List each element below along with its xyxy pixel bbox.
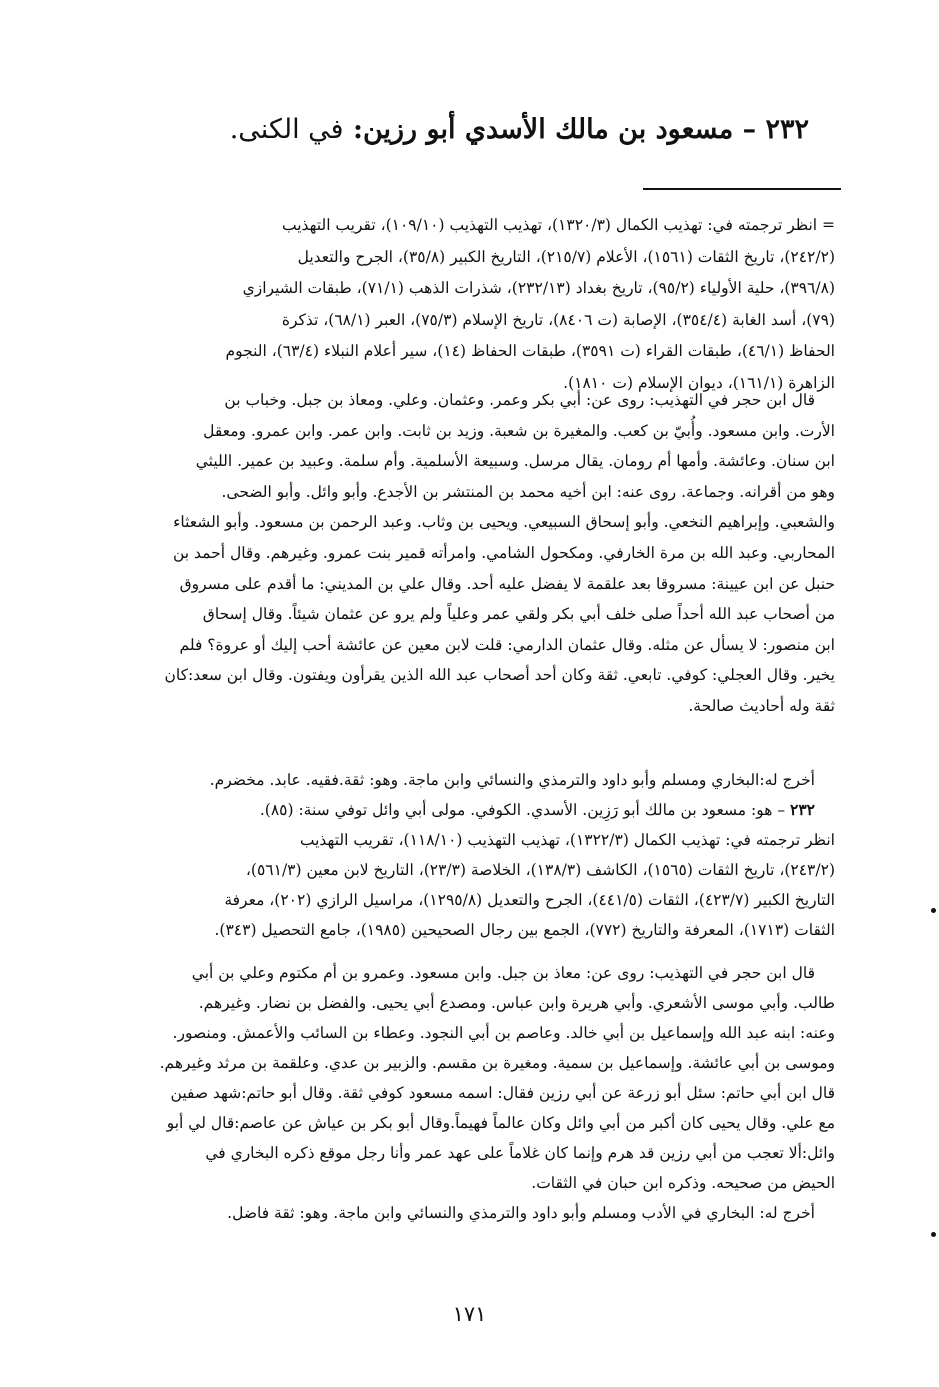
entry-number: ٢٣٢	[790, 800, 815, 819]
entry-source-line: الثقات (١٧١٣)، المعرفة والتاريخ (٧٧٢)، الجمع بين رجال الصحيحين (١٩٨٥)، جامع التحصيل (٣٤٣).	[214, 921, 835, 939]
quote-line: من أصحاب عبد الله أحداً صلى خلف أبي بكر ولقي عمر وعلياً ولم يرو عن عثمان شيئاً. وقال إسحاق	[202, 605, 835, 624]
entry-source-line: التاريخ الكبير (٤٢٣/٧)، الثقات (٤٤١/٥)، الجرح والتعديل (١٢٩٥/٨)، مراسيل الرازي (٢٠٢)، معرفة	[224, 891, 835, 909]
entry-heading	[129, 108, 809, 152]
footnote-line: الزاهرة (١٦١/١)، ديوان الإسلام (ت ١٨١٠).	[563, 373, 835, 392]
quote-line: يخير. وقال العجلي: كوفي. تابعي. ثقة وكان أحد أصحاب عبد الله الذين يقرأون ويفتون. وقال ابن سعد:كان	[164, 666, 835, 685]
scan-speck	[931, 1232, 936, 1237]
entry-text: – هو: مسعود بن مالك أبو رَزِين. الأسدي. الكوفي. مولى أبي وائل توفي سنة: (٨٥).	[259, 801, 791, 819]
quote-line: وائل:ألا تعجب من أبي رزين قد هرم وإنما كان غلاماً على عهد عمر وأنا رجل موقع ذكره البخاري في	[205, 1144, 835, 1162]
quote-line: ابن سنان. وعائشة. وأمها أم رومان. يقال مرسل. وسبيعة الأسلمية. وأم سلمة. وعبيد بن عمير. الليثي	[195, 452, 835, 471]
entry-line	[107, 795, 835, 825]
quote-line: طالب. وأبي موسى الأشعري. وأبي هريرة وابن عباس. ومصدع أبي يحيى. والفضل بن نضار. وغيرهم.	[198, 994, 835, 1012]
heading-tail: في الكنى.	[229, 114, 344, 145]
quote-line: الحيض من صحيحه. وذكره ابن حبان في الثقات.	[531, 1174, 835, 1192]
heading-main: ٢٣٢ – مسعود بن مالك الأسدي أبو رزين:	[352, 114, 809, 145]
footnote-line: (٣٩٦/٨)، حلية الأولياء (٩٥/٢)، تاريخ بغداد (٢٣٢/١٣)، شذرات الذهب (٧١/١)، طبقات الشيرازي	[242, 279, 835, 297]
quote-line: المحاربي. وعبد الله بن مرة الخارفي. ومكحول الشامي. وامرأته قمير بنت عمرو. وغيرهم. وقال أحمد بن	[173, 543, 835, 562]
footnote-quote	[107, 385, 835, 722]
footnote-separator	[643, 188, 841, 190]
quote-line: قال ابن حجر في التهذيب: روى عن: معاذ بن جبل. وابن مسعود. وعمرو بن أم مكتوم وعلي بن أبي	[191, 964, 815, 982]
entry-intro	[107, 765, 835, 945]
quote-line: والشعبي. وإبراهيم النخعي. وأبو إسحاق السبيعي. ويحيى بن وثاب. وعبد الرحمن بن مسعود. وأبو الشعثاء	[173, 513, 835, 532]
entry-source-line: (٢٤٣/٢)، تاريخ الثقات (١٥٦٥)، الكاشف (١٣٨/٣)، الخلاصة (٢٣/٣)، التاريخ لابن معين (٥٦١/٣)،	[245, 861, 835, 879]
quote-line: ابن منصور: لا يسأل عن مثله. وقال عثمان الدارمي: قلت لابن معين عن عائشة أحب إليك أو عروة؟ فلم	[179, 635, 835, 654]
akhraja-line: أخرج له: البخاري في الأدب ومسلم وأبو داود والترمذي والنسائي وابن ماجة. وهو: ثقة فاضل.	[227, 1204, 815, 1222]
quote-line: مع علي. وقال يحيى كان أكبر من أبي وائل وكان عالماً فهيماً.وقال أبو بكر بن عياش عن عاصم:قال لي أبو	[166, 1114, 835, 1132]
page-number: ١٧١	[452, 1302, 487, 1326]
quote-line: حنبل عن ابن عيينة: مسروقا بعد علقمة لا يفضل عليه أحد. وقال علي بن المديني: ما أقدم على مسروق	[179, 574, 835, 593]
quote-line: قال ابن حجر في التهذيب: روى عن: أبي بكر وعمر. وعثمان. وعلي. ومعاذ بن جبل. وخباب بن	[224, 391, 815, 409]
quote-line: وموسى بن أبي عائشة. وإسماعيل بن سمية. ومغيرة بن مقسم. والزبير بن عدي. وعلقمة بن مرثد وغيرهم.	[159, 1054, 835, 1072]
footnote-sources	[107, 210, 835, 399]
entry-source-line: انظر ترجمته في: تهذيب الكمال (١٣٢٢/٣)، تهذيب التهذيب (١١٨/١٠)، تقريب التهذيب	[299, 831, 835, 849]
footnote-line: (٢٤٢/٢)، تاريخ الثقات (١٥٦١)، الأعلام (٢١٥/٧)، التاريخ الكبير (٣٥/٨)، الجرح والتعديل	[297, 247, 835, 266]
quote-line: ثقة وله أحاديث صالحة.	[688, 696, 835, 715]
scan-speck	[931, 908, 936, 913]
akhraja-line: أخرج له:البخاري ومسلم وأبو داود والترمذي والنسائي وابن ماجة. وهو: ثقة.فقيه. عابد. مخضرم.	[209, 771, 815, 789]
quote-line: وهو من أقرانه. وجماعة. روى عنه: ابن أخيه محمد بن المنتشر بن الأجدع. وأبو وائل. وأبو الضحى.	[221, 482, 835, 501]
quote-line: قال ابن أبي حاتم: سئل أبو زرعة عن أبي رزين فقال: اسمه مسعود كوفي ثقة. وقال أبو حاتم:شهد صفين	[170, 1084, 835, 1102]
quote-line: وعنه: ابنه عبد الله وإسماعيل بن أبي خالد. وعاصم بن أبي النجود. وعطاء بن السائب والأعمش. ومنصور.	[172, 1024, 835, 1042]
footnote-line: = انظر ترجمته في: تهذيب الكمال (١٣٢٠/٣)، تهذيب التهذيب (١٠٩/١٠)، تقريب التهذيب	[281, 216, 835, 234]
footnote-line: الحفاظ (٤٦/١)، طبقات القراء (ت ٣٥٩١)، طبقات الحفاظ (١٤)، سير أعلام النبلاء (٦٣/٤)، النجوم	[225, 342, 835, 360]
footnote-line: (٧٩)، أسد الغابة (٣٥٤/٤)، الإصابة (ت ٨٤٠٦)، تاريخ الإسلام (٧٥/٣)، العبر (٦٨/١)، تذكرة	[281, 310, 835, 329]
entry-quote	[107, 958, 835, 1228]
quote-line: الأرت. وابن مسعود. وأُبيّ بن كعب. والمغيرة بن شعبة. وزيد بن ثابت. وابن عمر. وابن عمرو. ومعقل	[203, 421, 835, 440]
